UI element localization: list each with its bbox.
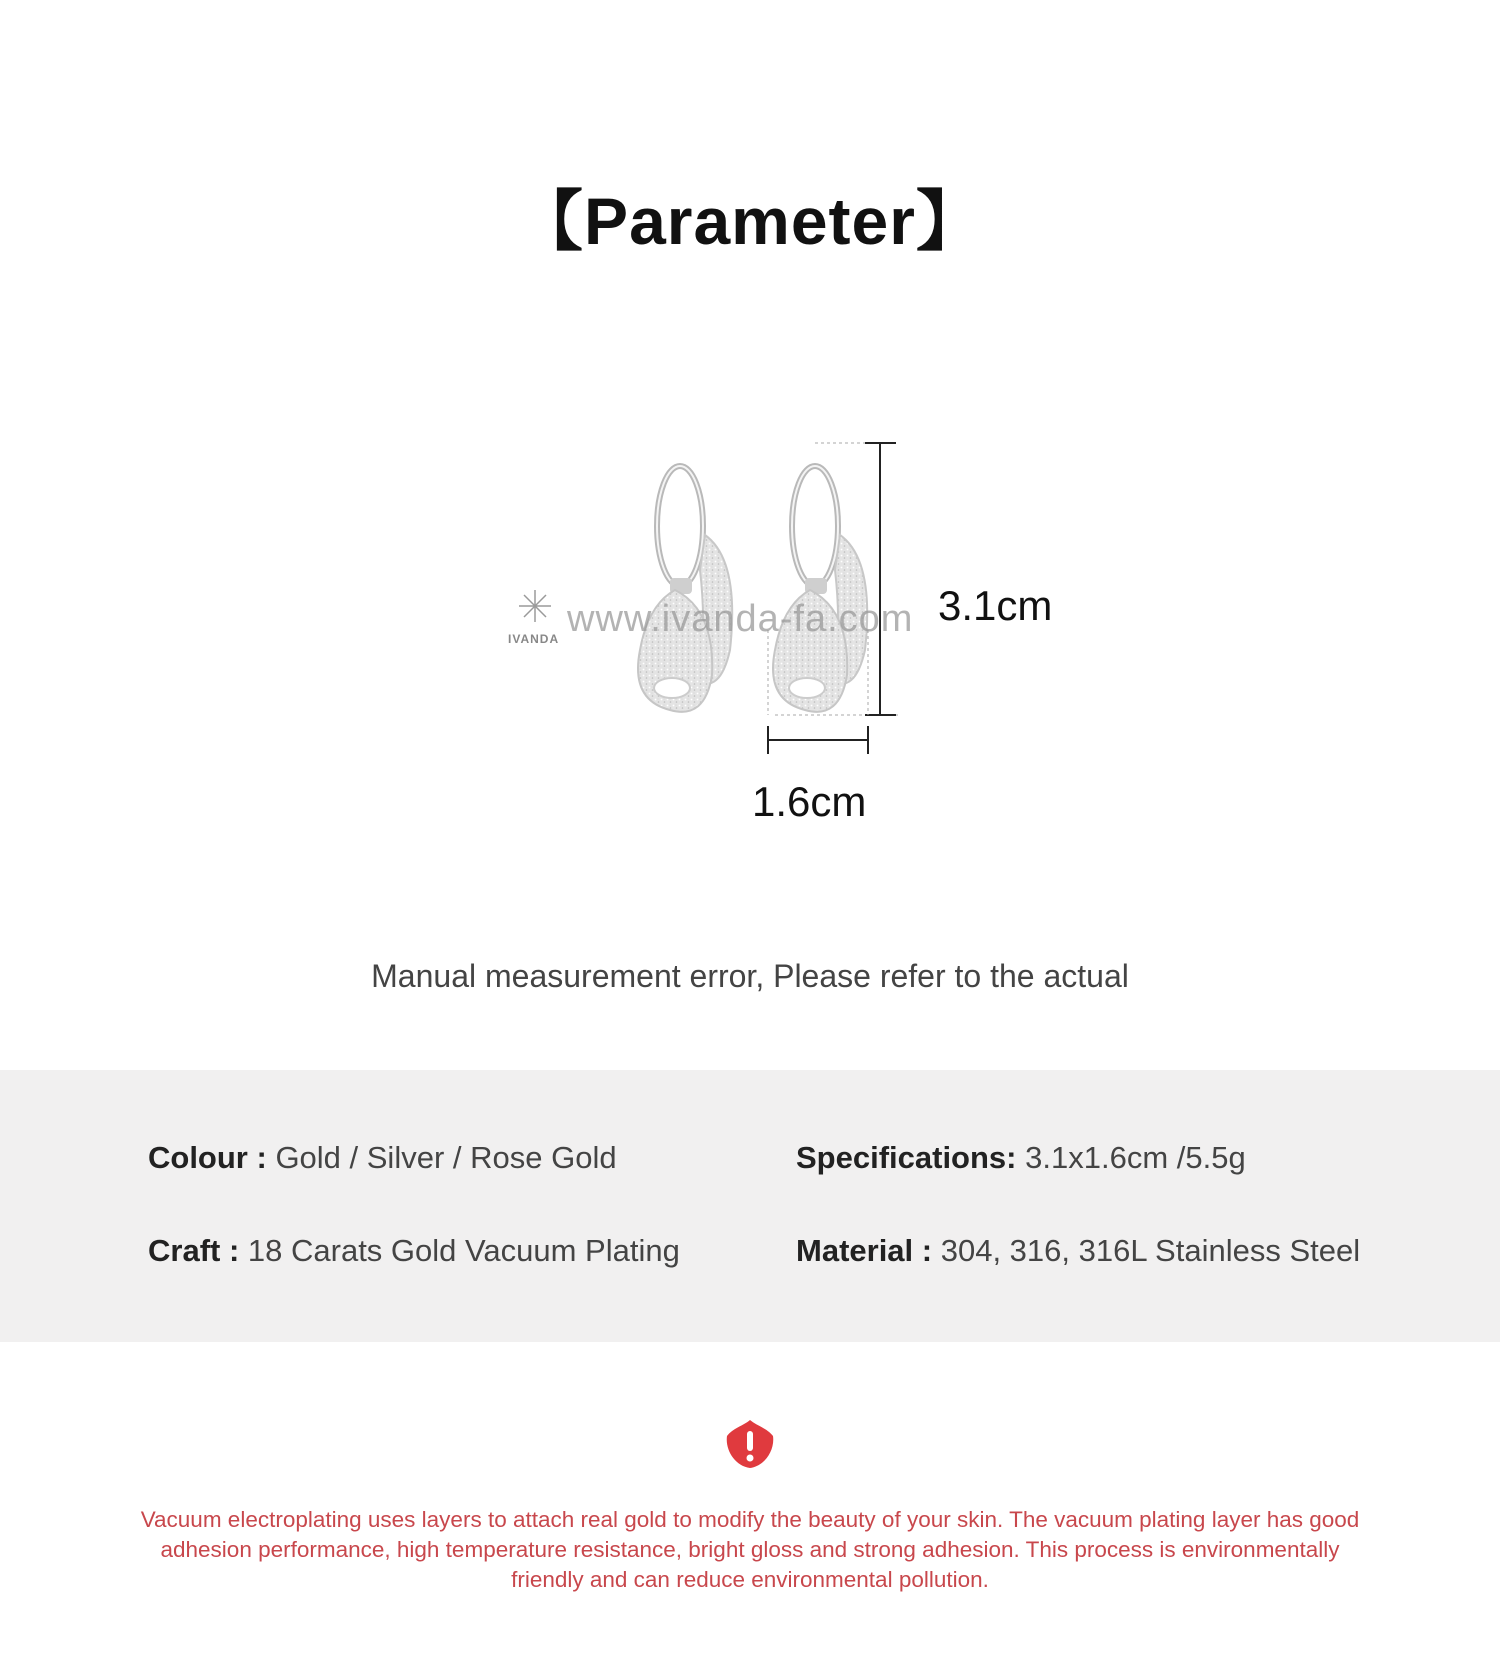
spec-specifications-label: Specifications:	[796, 1140, 1017, 1175]
watermark-brand: IVANDA	[508, 632, 560, 646]
width-label: 1.6cm	[752, 778, 867, 825]
height-label: 3.1cm	[938, 582, 1053, 629]
left-earring	[638, 466, 732, 712]
spec-craft-value: 18 Carats Gold Vacuum Plating	[247, 1233, 680, 1268]
measurement-note: Manual measurement error, Please refer to the actual	[371, 958, 1129, 994]
plating-warning-text: Vacuum electroplating uses layers to attach real gold to modify the beauty of your skin. The vacuum plating layer has good adhesion performance, high temperature resistance, bright gloss and strong adhesion. This process is environmentally friendly and can reduce environmental pollution.	[140, 1507, 1360, 1592]
spec-specifications-value: 3.1x1.6cm /5.5g	[1025, 1140, 1246, 1175]
spec-specifications	[796, 1140, 1246, 1176]
spec-colour-value: Gold / Silver / Rose Gold	[275, 1140, 617, 1175]
spec-material-label: Material :	[796, 1233, 933, 1268]
spec-colour-label: Colour :	[148, 1140, 267, 1175]
right-earring	[773, 466, 867, 712]
page-title: 【Parameter】	[517, 184, 983, 258]
spec-craft-label: Craft :	[148, 1233, 240, 1268]
spec-colour	[148, 1140, 617, 1176]
spec-material-value: 304, 316, 316L Stainless Steel	[940, 1233, 1361, 1268]
spec-material	[796, 1233, 1360, 1269]
exclamation-shield-icon	[725, 1418, 775, 1470]
spec-panel	[0, 1070, 1500, 1342]
watermark-url: www.ivanda-fa.com	[567, 598, 914, 640]
spec-craft	[148, 1233, 680, 1269]
ivanda-star-icon	[519, 590, 551, 622]
